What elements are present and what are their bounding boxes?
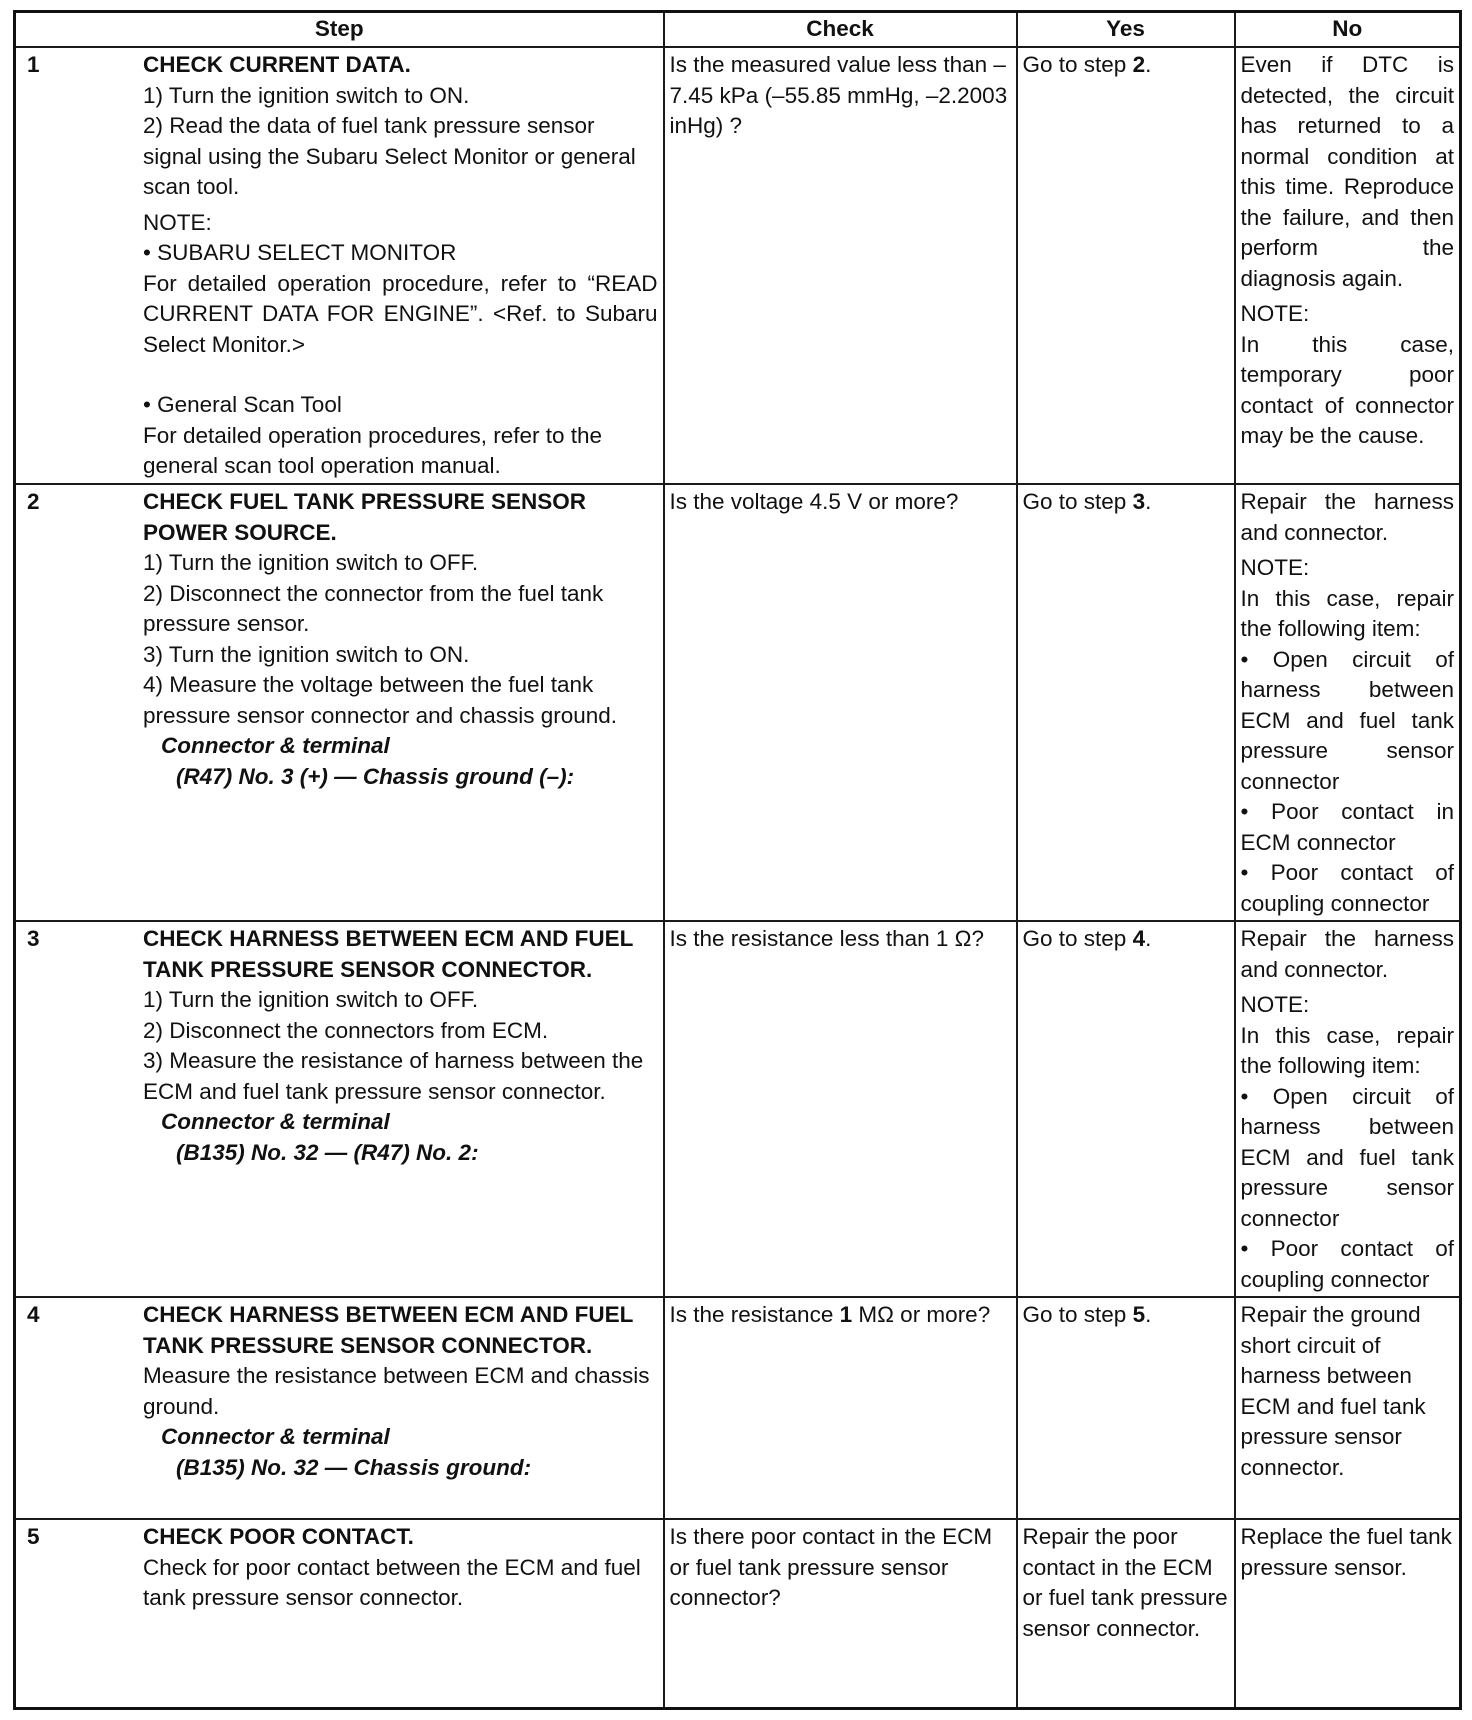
connector-terminal-label: Connector & terminal bbox=[161, 1109, 390, 1134]
no-line: Repair the harness and connector. bbox=[1240, 926, 1454, 982]
check-prefix: Is the resistance bbox=[669, 1302, 840, 1327]
blank-line bbox=[143, 360, 658, 390]
yes-cell bbox=[1017, 1297, 1235, 1519]
step-title: CHECK HARNESS BETWEEN ECM AND FUEL TANK PRESSURE SENSOR CONNECTOR. bbox=[143, 926, 634, 982]
check-cell bbox=[664, 1297, 1017, 1519]
step-line: 2) Read the data of fuel tank pressure sensor signal using the Subaru Select Monitor or general scan tool. bbox=[143, 113, 636, 199]
step-line: • SUBARU SELECT MONITOR bbox=[143, 240, 457, 265]
step-title: CHECK FUEL TANK PRESSURE SENSOR POWER SOURCE. bbox=[143, 489, 586, 545]
check-cell: Is there poor contact in the ECM or fuel tank pressure sensor connector? bbox=[664, 1519, 1017, 1709]
table-row-step-3 bbox=[15, 921, 1461, 1297]
yes-cell bbox=[1017, 921, 1235, 1297]
yes-cell bbox=[1017, 47, 1235, 484]
note-label: NOTE: bbox=[1240, 992, 1310, 1017]
no-line: Repair the harness and connector. bbox=[1240, 489, 1454, 545]
connector-terminal-label: Connector & terminal bbox=[161, 733, 390, 758]
step-line: For detailed operation procedure, refer to “READ CURRENT DATA FOR ENGINE”. <Ref. to Subaru Select Monitor.> bbox=[143, 270, 658, 357]
step-cell bbox=[15, 47, 664, 484]
no-cell bbox=[1235, 1297, 1461, 1519]
no-line: Even if DTC is detected, the circuit has returned to a normal condition at this time. Reproduce the failure, and then perform the diagnosis again. bbox=[1240, 52, 1454, 291]
yes-suffix: . bbox=[1145, 1302, 1152, 1327]
step-number: 1 bbox=[27, 52, 40, 77]
yes-prefix: Go to step bbox=[1022, 926, 1133, 951]
step-number: 4 bbox=[27, 1302, 40, 1327]
check-cell: Is the voltage 4.5 V or more? bbox=[664, 484, 1017, 921]
connector-terminal-value: (R47) No. 3 (+) — Chassis ground (–): bbox=[176, 763, 575, 789]
no-cell bbox=[1235, 921, 1461, 1297]
yes-suffix: . bbox=[1145, 489, 1152, 514]
step-line: Check for poor contact between the ECM and fuel tank pressure sensor connector. bbox=[143, 1554, 641, 1610]
step-line: 2) Disconnect the connector from the fuel tank pressure sensor. bbox=[143, 580, 604, 636]
header-yes: Yes bbox=[1017, 12, 1235, 48]
step-line: For detailed operation procedures, refer to the general scan tool operation manual. bbox=[143, 422, 603, 478]
step-line: Measure the resistance between ECM and chassis ground. bbox=[143, 1363, 650, 1419]
connector-terminal-value: (B135) No. 32 — Chassis ground: bbox=[176, 1454, 532, 1480]
yes-step-link[interactable]: 2 bbox=[1132, 52, 1146, 77]
step-title: CHECK POOR CONTACT. bbox=[143, 1524, 414, 1549]
step-cell bbox=[15, 1519, 664, 1709]
no-cell bbox=[1235, 484, 1461, 921]
yes-prefix: Go to step bbox=[1022, 1302, 1133, 1327]
header-no: No bbox=[1235, 12, 1461, 48]
step-number: 3 bbox=[27, 926, 40, 951]
check-suffix: MΩ or more? bbox=[852, 1302, 991, 1327]
no-line: • Open circuit of harness between ECM and fuel tank pressure sensor connector bbox=[1240, 646, 1454, 794]
step-cell bbox=[15, 484, 664, 921]
yes-suffix: . bbox=[1145, 52, 1152, 77]
step-title: CHECK HARNESS BETWEEN ECM AND FUEL TANK PRESSURE SENSOR CONNECTOR. bbox=[143, 1302, 634, 1358]
no-line: • Poor contact in ECM connector bbox=[1240, 799, 1454, 855]
step-line: 4) Measure the voltage between the fuel tank pressure sensor connector and chassis ground. bbox=[143, 672, 618, 728]
no-line: • Poor contact of coupling connector bbox=[1240, 860, 1454, 916]
table-row-step-1 bbox=[15, 47, 1461, 484]
step-cell bbox=[15, 921, 664, 1297]
check-cell: Is the measured value less than –7.45 kPa (–55.85 mmHg, –2.2003 inHg) ? bbox=[664, 47, 1017, 484]
table-row-step-2 bbox=[15, 484, 1461, 921]
step-line: 1) Turn the ignition switch to OFF. bbox=[143, 550, 479, 575]
connector-terminal-label: Connector & terminal bbox=[161, 1424, 390, 1449]
step-number: 2 bbox=[27, 489, 40, 514]
step-line: 1) Turn the ignition switch to ON. bbox=[143, 82, 470, 108]
step-title: CHECK CURRENT DATA. bbox=[143, 52, 411, 77]
note-label: NOTE: bbox=[143, 209, 212, 235]
yes-step-link[interactable]: 4 bbox=[1132, 926, 1146, 951]
no-line: Repair the ground short circuit of harness between ECM and fuel tank pressure sensor connector. bbox=[1240, 1302, 1426, 1480]
header-step: Step bbox=[15, 12, 664, 48]
no-cell bbox=[1235, 1519, 1461, 1709]
note-label: NOTE: bbox=[1240, 555, 1310, 580]
step-cell bbox=[15, 1297, 664, 1519]
diagnostic-table-sheet bbox=[13, 10, 1459, 1710]
step-number: 5 bbox=[27, 1524, 40, 1549]
step-line: 2) Disconnect the connectors from ECM. bbox=[143, 1017, 549, 1043]
yes-suffix: . bbox=[1145, 926, 1152, 951]
step-line: 1) Turn the ignition switch to OFF. bbox=[143, 987, 479, 1012]
no-line: • Poor contact of coupling connector bbox=[1240, 1236, 1454, 1292]
no-cell bbox=[1235, 47, 1461, 484]
note-label: NOTE: bbox=[1240, 301, 1310, 326]
yes-prefix: Go to step bbox=[1022, 52, 1133, 77]
step-line: 3) Measure the resistance of harness between the ECM and fuel tank pressure sensor connector. bbox=[143, 1048, 644, 1104]
yes-step-link[interactable]: 5 bbox=[1132, 1302, 1146, 1327]
step-line: • General Scan Tool bbox=[143, 392, 342, 417]
yes-cell bbox=[1017, 484, 1235, 921]
no-line: In this case, temporary poor contact of connector may be the cause. bbox=[1240, 331, 1454, 448]
yes-cell: Repair the poor contact in the ECM or fuel tank pressure sensor connector. bbox=[1017, 1519, 1235, 1709]
step-line: 3) Turn the ignition switch to ON. bbox=[143, 641, 470, 667]
no-line: In this case, repair the following item: bbox=[1240, 1022, 1454, 1078]
connector-terminal-value: (B135) No. 32 — (R47) No. 2: bbox=[176, 1139, 479, 1165]
table-row-step-5 bbox=[15, 1519, 1461, 1709]
table-row-step-4 bbox=[15, 1297, 1461, 1519]
yes-prefix: Go to step bbox=[1022, 489, 1133, 514]
check-cell: Is the resistance less than 1 Ω? bbox=[664, 921, 1017, 1297]
yes-step-link[interactable]: 3 bbox=[1132, 489, 1146, 514]
header-check: Check bbox=[664, 12, 1017, 48]
diagnostic-procedure-table bbox=[13, 10, 1462, 1710]
check-value: 1 bbox=[839, 1302, 853, 1327]
header-row bbox=[15, 12, 1461, 48]
no-line: In this case, repair the following item: bbox=[1240, 585, 1454, 641]
no-line: • Open circuit of harness between ECM and fuel tank pressure sensor connector bbox=[1240, 1083, 1454, 1231]
no-line: Replace the fuel tank pressure sensor. bbox=[1240, 1524, 1452, 1580]
